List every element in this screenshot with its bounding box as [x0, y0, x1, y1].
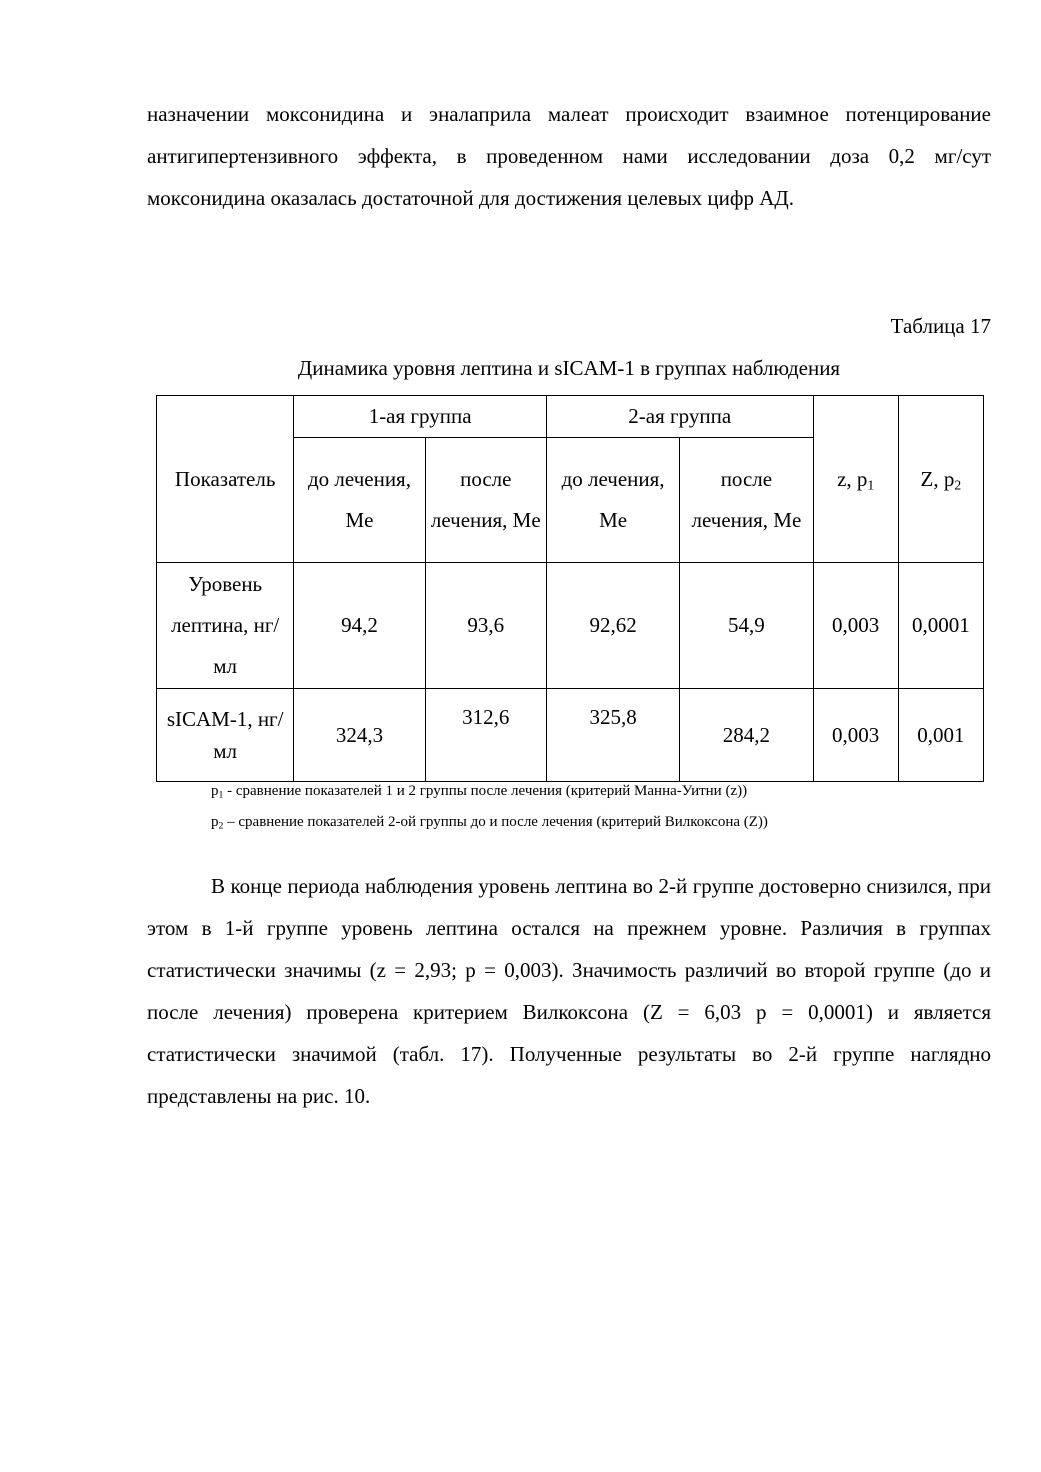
header-g1-before: до лечения, Me: [294, 438, 425, 563]
row-sicam-z-p2: 0,001: [898, 689, 983, 782]
row-sicam-g1-after: 312,6: [425, 689, 546, 782]
header-g1-after: после лечения, Me: [425, 438, 546, 563]
row-sicam-name: sICAM-1, нг/мл: [157, 689, 294, 782]
row-leptin-name: Уровень лептина, нг/мл: [157, 563, 294, 689]
row-leptin-z-p1: 0,003: [813, 563, 898, 689]
table-header-row: [157, 396, 984, 438]
footnote-p1-sub: 1: [218, 789, 224, 801]
header-group-2: 2-ая группа: [546, 396, 813, 438]
footnote-p1-text: - сравнение показателей 1 и 2 группы после лечения (критерий Манна-Уитни (z)): [223, 783, 748, 799]
footnote-p2-text: – сравнение показателей 2-ой группы до и после лечения (критерий Вилкоксона (Z)): [223, 814, 768, 830]
table-footnote-p2: [211, 812, 768, 832]
body-paragraph-bottom: В конце периода наблюдения уровень лептина во 2-й группе достоверно снизился, при этом в 1-й группе уровень лептина остался на прежнем уровне. Различия в группах статистически значимы (z = 2,93; p = 0,003). Значимость различий во второй группе (до и после лечения) проверена критерием Вилкоксона (Z = 6,03 p = 0,0001) и является статистически значимой (табл. 17). Полученные результаты во 2-й группе наглядно представлены на рис. 10.: [147, 874, 991, 1108]
header-z-p2-base: Z, p: [920, 466, 955, 491]
header-g2-after: после лечения, Me: [680, 438, 813, 563]
table-row: [157, 563, 984, 689]
row-leptin-z-p2: 0,0001: [898, 563, 983, 689]
header-group-1: 1-ая группа: [294, 396, 547, 438]
header-z-p2: [898, 396, 983, 563]
row-leptin-g1-before: 94,2: [294, 563, 425, 689]
header-indicator: Показатель: [157, 396, 294, 563]
row-leptin-g2-before: 92,62: [546, 563, 679, 689]
row-sicam-g2-before: 325,8: [546, 689, 679, 782]
row-sicam-g2-after: 284,2: [680, 689, 813, 782]
row-leptin-g1-after: 93,6: [425, 563, 546, 689]
header-g2-before: до лечения, Me: [546, 438, 679, 563]
table-row: [157, 689, 984, 782]
row-leptin-g2-after: 54,9: [680, 563, 813, 689]
header-z-p1-base: z, p: [837, 466, 868, 491]
footnote-p1-symbol: p: [211, 783, 219, 799]
footnote-p2-sub: 2: [218, 820, 224, 832]
table-caption: Динамика уровня лептина и sICAM-1 в группах наблюдения: [297, 356, 841, 380]
row-sicam-g1-before: 324,3: [294, 689, 425, 782]
header-z-p1: [813, 396, 898, 563]
table-footnote-p1: [211, 781, 747, 801]
header-z-p2-sub: 2: [954, 476, 962, 492]
footnote-p2-symbol: p: [211, 814, 219, 830]
row-sicam-z-p1: 0,003: [813, 689, 898, 782]
header-z-p1-sub: 1: [867, 476, 875, 492]
body-paragraph-top: назначении моксонидина и эналаприла малеат происходит взаимное потенцирование антигипертензивного эффекта, в проведенном нами исследовании доза 0,2 мг/сут моксонидина оказалась достаточной для достижения целевых цифр АД.: [147, 102, 991, 210]
results-table: [156, 395, 984, 782]
table-number-label: Таблица 17: [890, 314, 991, 338]
